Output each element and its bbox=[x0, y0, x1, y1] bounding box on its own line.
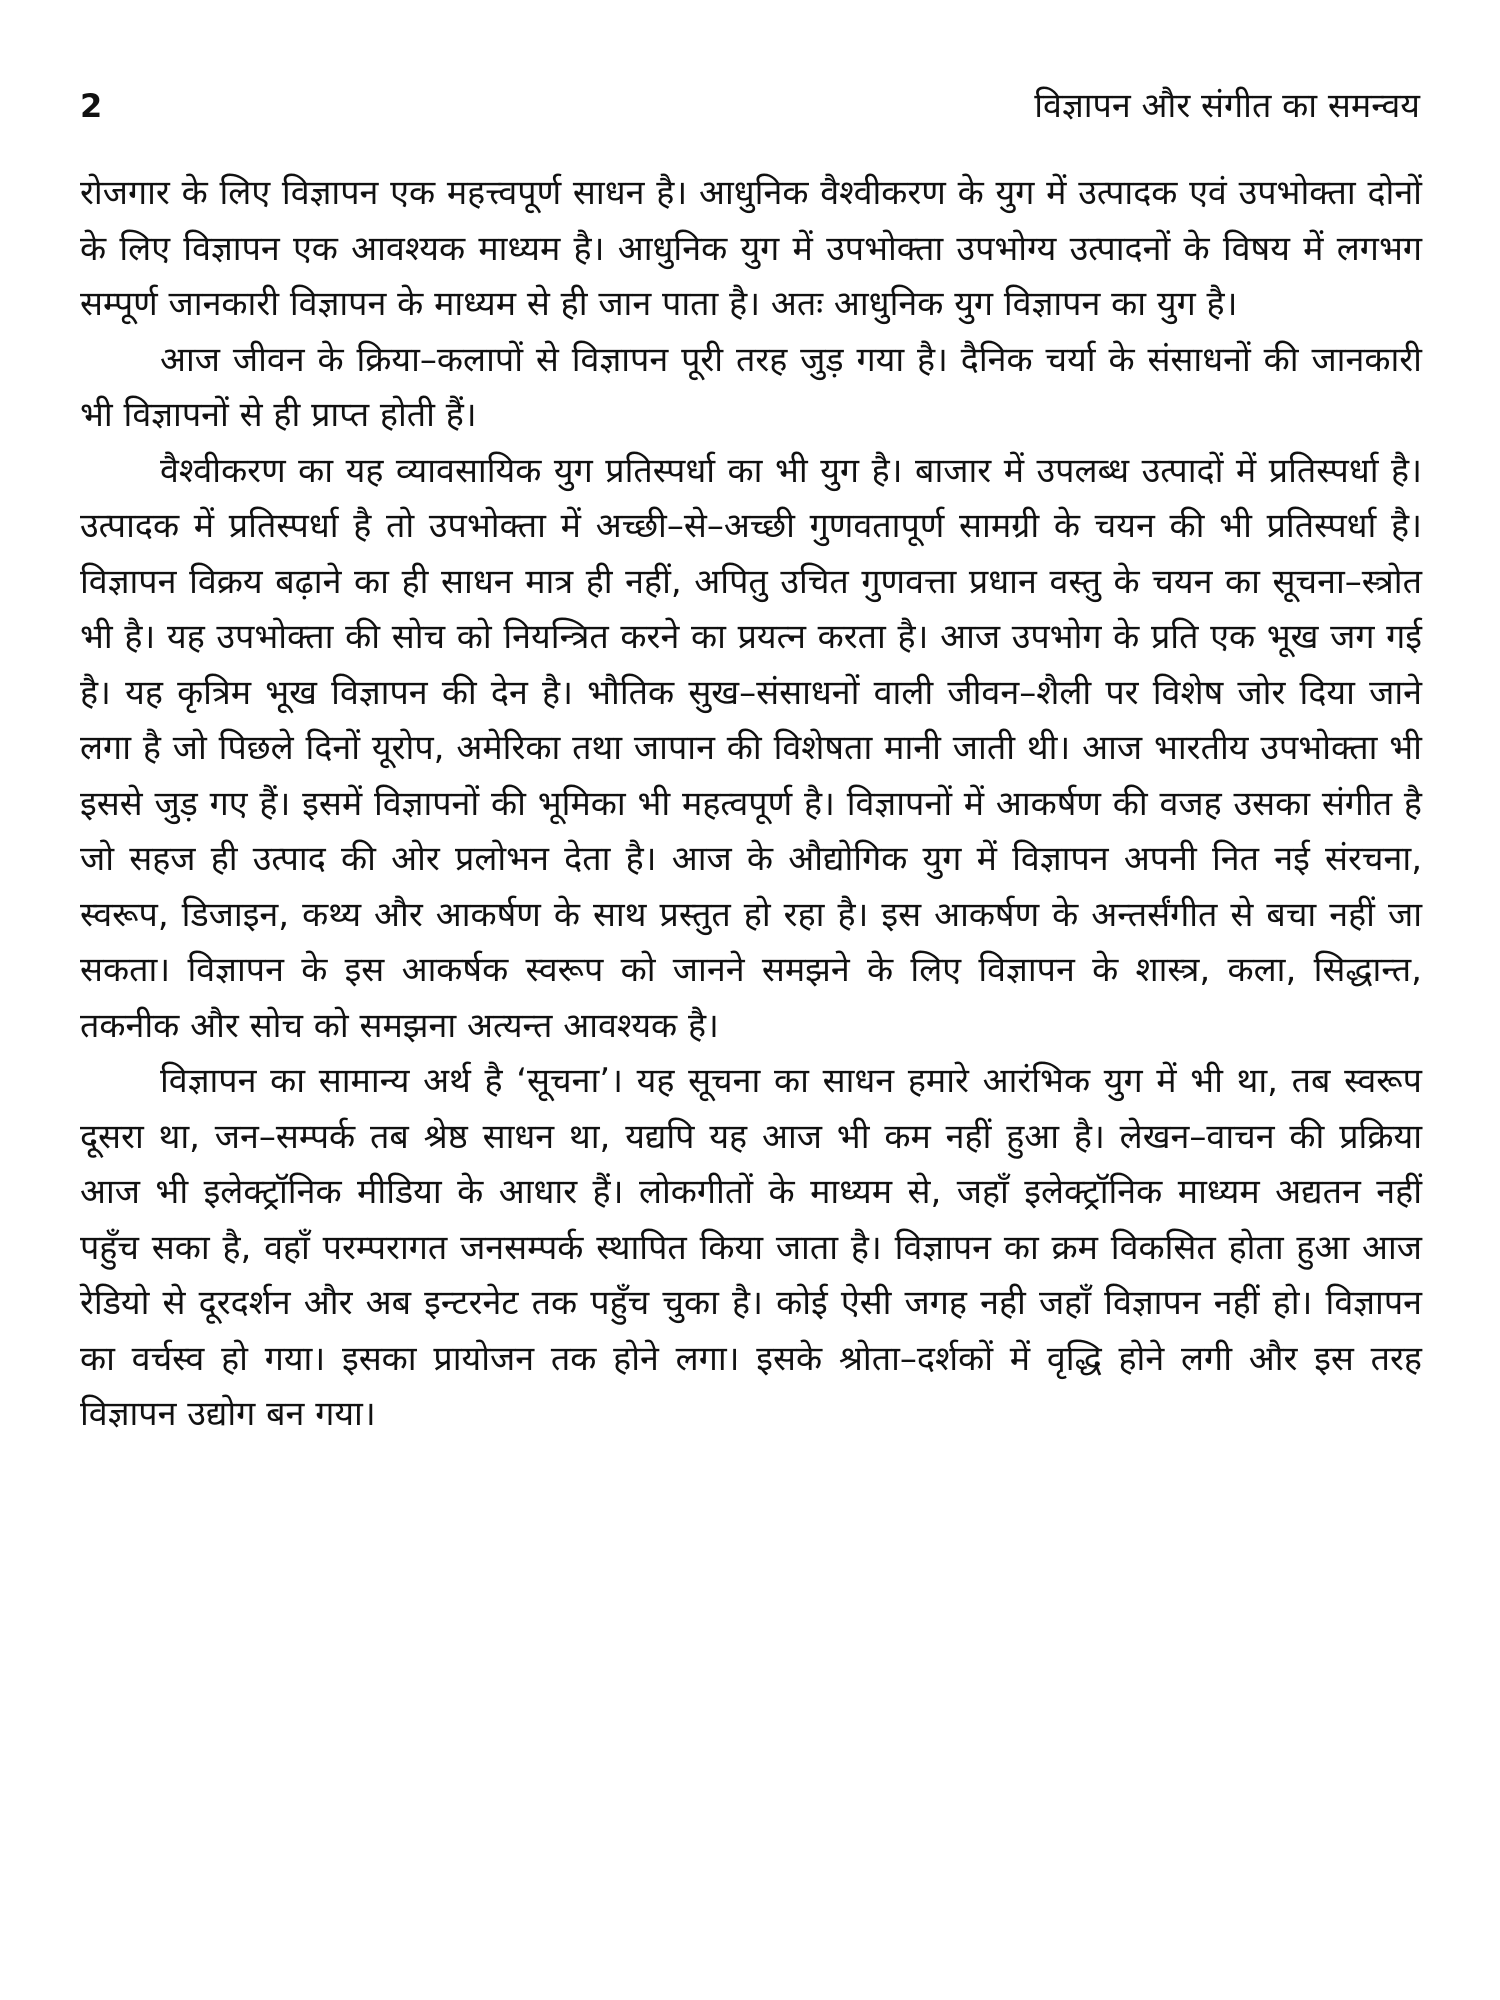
body-text bbox=[80, 166, 1422, 1443]
paragraph-2: आज जीवन के क्रिया–कलापों से विज्ञापन पूरी तरह जुड़ गया है। दैनिक चर्या के संसाधनों की जानकारी भी विज्ञापनों से ही प्राप्त होती हैं। bbox=[80, 339, 1422, 435]
page-header bbox=[80, 78, 1420, 134]
page-number: 2 bbox=[80, 87, 103, 125]
paragraph-4: विज्ञापन का सामान्य अर्थ है ‘सूचना’। यह सूचना का साधन हमारे आरंभिक युग में भी था, तब स्वरूप दूसरा था, जन–सम्पर्क तब श्रेष्ठ साधन था, यद्यपि यह आज भी कम नहीं हुआ है। लेखन–वाचन की प्रक्रिया आज भी इलेक्ट्रॉनिक मीडिया के आधार हैं। लोकगीतों के माध्यम से, जहाँ इलेक्ट्रॉनिक माध्यम अद्यतन नहीं पहुँच सका है, वहाँ परम्परागत जनसम्पर्क स्थापित किया जाता है। विज्ञापन का क्रम विकसित होता हुआ आज रेडियो से दूरदर्शन और अब इन्टरनेट तक पहुँच चुका है। कोई ऐसी जगह नही जहाँ विज्ञापन नहीं हो। विज्ञापन का वर्चस्व हो गया। इसका प्रायोजन तक होने लगा। इसके श्रोता–दर्शकों में वृद्धि होने लगी और इस तरह विज्ञापन उद्योग बन गया। bbox=[80, 1061, 1422, 1434]
running-title: विज्ञापन और संगीत का समन्वय bbox=[1034, 86, 1420, 126]
paragraph-1: रोजगार के लिए विज्ञापन एक महत्त्वपूर्ण साधन है। आधुनिक वैश्वीकरण के युग में उत्पादक एवं उपभोक्ता दोनों के लिए विज्ञापन एक आवश्यक माध्यम है। आधुनिक युग में उपभोक्ता उपभोग्य उत्पादनों के विषय में लगभग सम्पूर्ण जानकारी विज्ञापन के माध्यम से ही जान पाता है। अतः आधुनिक युग विज्ञापन का युग है। bbox=[80, 173, 1422, 324]
paragraph-3: वैश्वीकरण का यह व्यावसायिक युग प्रतिस्पर्धा का भी युग है। बाजार में उपलब्ध उत्पादों में प्रतिस्पर्धा है। उत्पादक में प्रतिस्पर्धा है तो उपभोक्ता में अच्छी–से–अच्छी गुणवतापूर्ण सामग्री के चयन की भी प्रतिस्पर्धा है। विज्ञापन विक्रय बढ़ाने का ही साधन मात्र ही नहीं, अपितु उचित गुणवत्ता प्रधान वस्तु के चयन का सूचना–स्त्रोत भी है। यह उपभोक्ता की सोच को नियन्त्रित करने का प्रयत्न करता है। आज उपभोग के प्रति एक भूख जग गई है। यह कृत्रिम भूख विज्ञापन की देन है। भौतिक सुख–संसाधनों वाली जीवन–शैली पर विशेष जोर दिया जाने लगा है जो पिछले दिनों यूरोप, अमेरिका तथा जापान की विशेषता मानी जाती थी। आज भारतीय उपभोक्ता भी इससे जुड़ गए हैं। इसमें विज्ञापनों की भूमिका भी महत्वपूर्ण है। विज्ञापनों में आकर्षण की वजह उसका संगीत है जो सहज ही उत्पाद की ओर प्रलोभन देता है। आज के औद्योगिक युग में विज्ञापन अपनी नित नई संरचना, स्वरूप, डिजाइन, कथ्य और आकर्षण के साथ प्रस्तुत हो रहा है। इस आकर्षण के अन्तर्संगीत से बचा नहीं जा सकता। विज्ञापन के इस आकर्षक स्वरूप को जानने समझने के लिए विज्ञापन के शास्त्र, कला, सिद्धान्त, तकनीक और सोच को समझना अत्यन्त आवश्यक है। bbox=[80, 450, 1422, 1046]
